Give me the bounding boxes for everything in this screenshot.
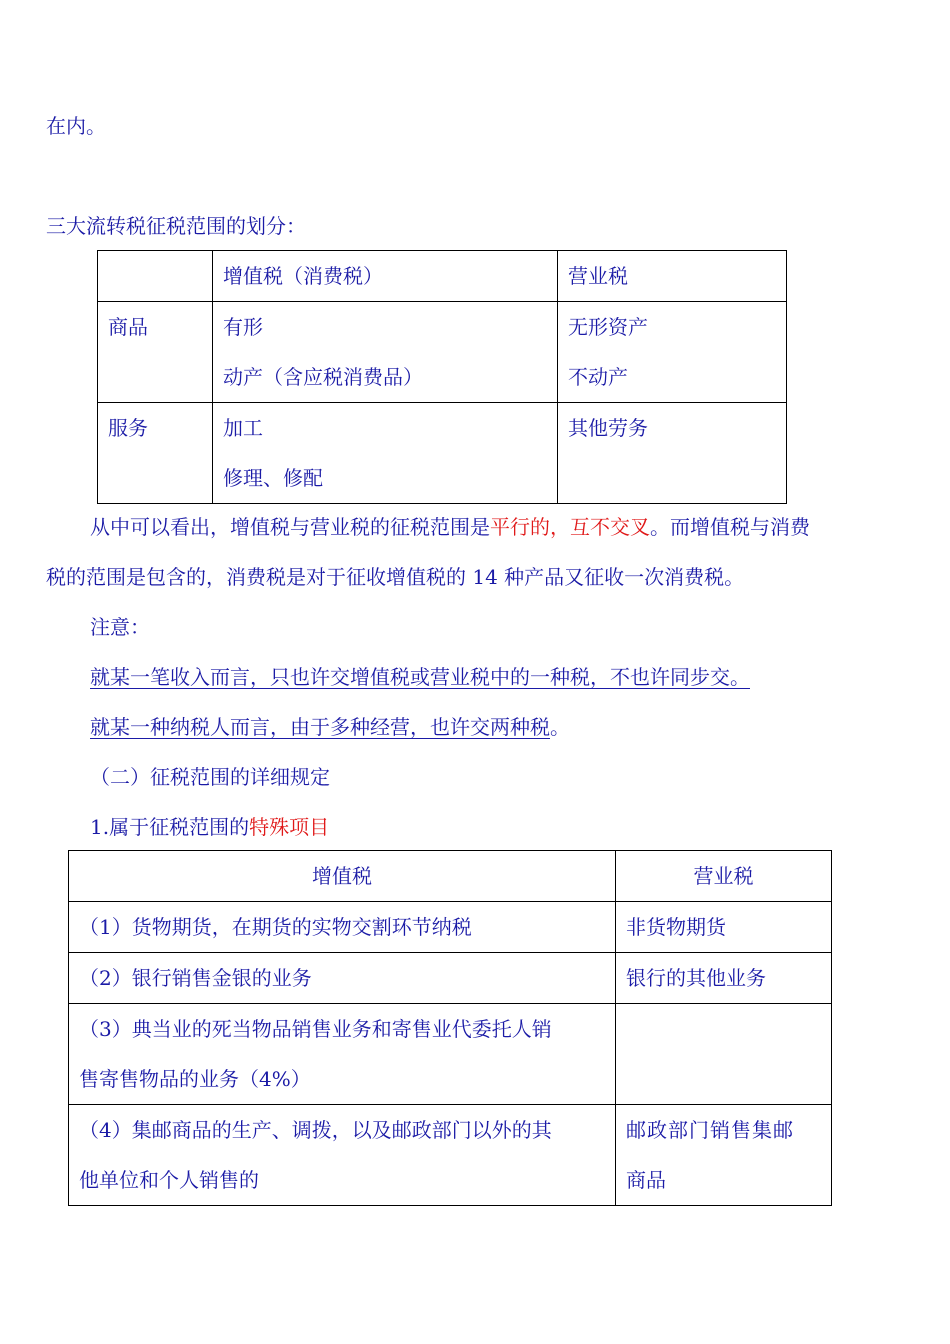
- table-row: [69, 851, 832, 902]
- cell-line: 售寄售物品的业务（4%）: [79, 1067, 311, 1091]
- cell-line: （2）银行销售金银的业务: [79, 966, 312, 990]
- row-label: 服务: [98, 403, 213, 504]
- table-header-cell: 营业税: [616, 851, 832, 902]
- table-cell: [616, 902, 832, 953]
- cell-line: 动产（含应税消费品）: [223, 365, 423, 389]
- table-cell: [558, 302, 787, 403]
- section-heading: （二）征税范围的详细规定: [90, 765, 330, 789]
- table-row: [69, 953, 832, 1004]
- table-cell: [213, 302, 558, 403]
- table-header-cell: [98, 251, 213, 302]
- table-row: [98, 251, 787, 302]
- highlight-text: 平行的，互不交叉: [490, 515, 650, 539]
- note-text: 就某一种纳税人而言，由于多种经营，也许交两种税: [90, 715, 550, 739]
- cell-line: 邮政部门销售集邮: [626, 1118, 794, 1142]
- item-prefix: 1.属于征税范围的: [90, 815, 250, 839]
- paragraph-line: [90, 502, 810, 552]
- cell-line: 银行的其他业务: [626, 966, 766, 990]
- cell-line: 修理、修配: [223, 466, 323, 490]
- note-line: 就某一笔收入而言，只也许交增值税或营业税中的一种税，不也许同步交。: [90, 665, 750, 689]
- paragraph-line: 税的范围是包含的，消费税是对于征收增值税的 14 种产品又征收一次消费税。: [46, 565, 745, 589]
- table-cell: [69, 953, 616, 1004]
- item-heading: [90, 802, 329, 852]
- table-header-cell: 营业税: [558, 251, 787, 302]
- paragraph-text: 。而增值税与消费: [650, 515, 810, 539]
- cell-line: 不动产: [568, 365, 628, 389]
- cell-line: （1）货物期货，在期货的实物交割环节纳税: [79, 915, 472, 939]
- table-cell: [616, 953, 832, 1004]
- cell-line: 商品: [626, 1168, 666, 1192]
- cell-line: 有形: [223, 315, 263, 339]
- item-highlight: 特殊项目: [249, 815, 330, 839]
- cell-line: 其他劳务: [568, 416, 648, 440]
- table-cell: [616, 1105, 832, 1206]
- table-cell: [616, 1004, 832, 1105]
- cell-line: 他单位和个人销售的: [79, 1168, 259, 1192]
- table-row: [69, 1004, 832, 1105]
- table-row: [98, 403, 787, 504]
- intro-tail: 在内。: [46, 114, 106, 138]
- note-label: 注意：: [90, 615, 150, 639]
- table-cell: [69, 902, 616, 953]
- row-label: 商品: [98, 302, 213, 403]
- table-row: [69, 902, 832, 953]
- table-cell: [558, 403, 787, 504]
- table-header-cell: 增值税: [69, 851, 616, 902]
- table-row: [69, 1105, 832, 1206]
- cell-line: 无形资产: [568, 315, 648, 339]
- scope-heading: 三大流转税征税范围的划分：: [46, 214, 306, 238]
- note-line: [90, 702, 570, 752]
- cell-line: 非货物期货: [626, 915, 726, 939]
- table-row: [98, 302, 787, 403]
- cell-line: （3）典当业的死当物品销售业务和寄售业代委托人销: [79, 1017, 552, 1041]
- scope-table: [97, 250, 787, 504]
- note-text: 。: [550, 715, 570, 739]
- table-cell: [69, 1105, 616, 1206]
- table-cell: [213, 403, 558, 504]
- cell-line: （4）集邮商品的生产、调拨，以及邮政部门以外的其: [79, 1118, 552, 1142]
- paragraph-text: 从中可以看出，增值税与营业税的征税范围是: [90, 515, 490, 539]
- special-items-table: [68, 850, 832, 1206]
- table-cell: [69, 1004, 616, 1105]
- cell-line: 加工: [223, 416, 263, 440]
- table-header-cell: 增值税（消费税）: [213, 251, 558, 302]
